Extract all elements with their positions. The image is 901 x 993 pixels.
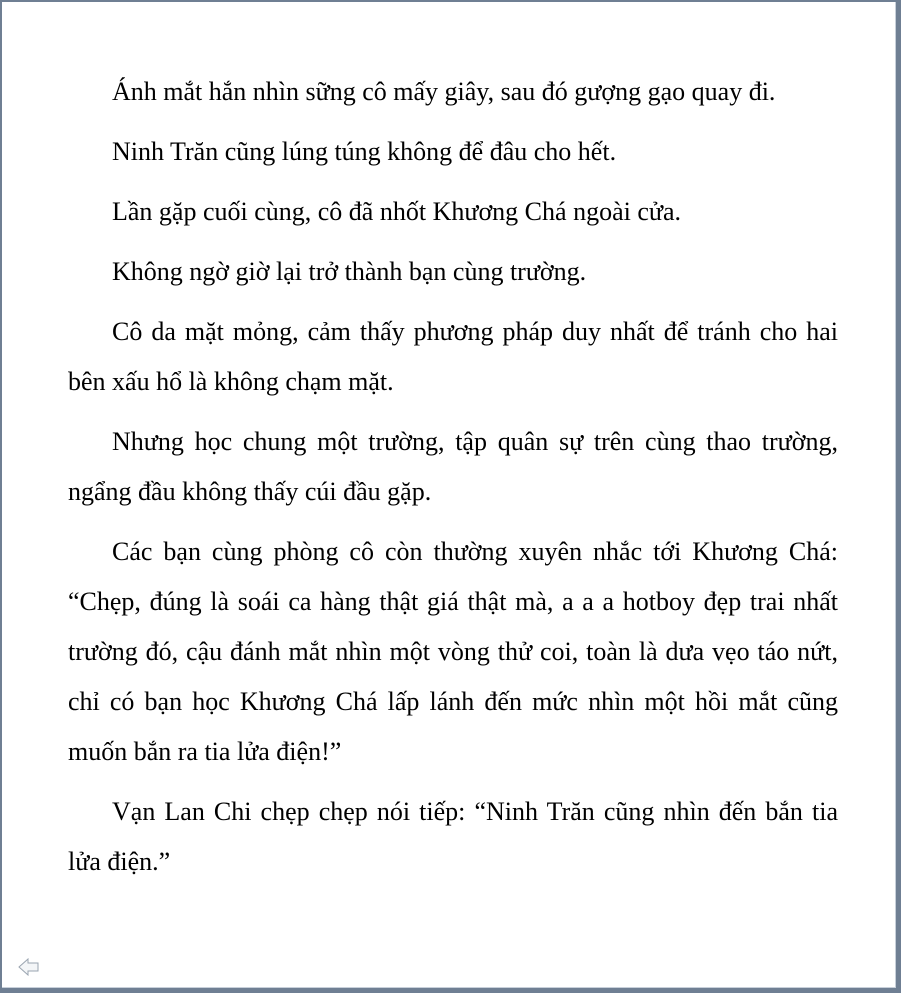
paragraph: Vạn Lan Chi chẹp chẹp nói tiếp: “Ninh Trăn cũng nhìn đến bắn tia lửa điện.” — [68, 797, 838, 876]
paragraph: Nhưng học chung một trường, tập quân sự trên cùng thao trường, ngẩng đầu không thấy cúi đầu gặp. — [68, 427, 838, 506]
paragraph: Ninh Trăn cũng lúng túng không để đâu cho hết. — [112, 137, 617, 166]
paragraph: Các bạn cùng phòng cô còn thường xuyên nhắc tới Khương Chá: “Chẹp, đúng là soái ca hàng thật giá thật mà, a a a hotboy đẹp trai nhất trường đó, cậu đánh mắt nhìn một vòng thử coi, toàn là dưa vẹo táo nứt, chỉ có bạn học Khương Chá lấp lánh đến mức nhìn một hồi mắt cũng muốn bắn ra tia lửa điện!” — [68, 537, 838, 766]
paragraph: Không ngờ giờ lại trở thành bạn cùng trường. — [112, 257, 587, 286]
paragraph: Lần gặp cuối cùng, cô đã nhốt Khương Chá ngoài cửa. — [112, 197, 682, 226]
paragraph: Ánh mắt hắn nhìn sững cô mấy giây, sau đó gượng gạo quay đi. — [112, 77, 776, 106]
document-body — [68, 67, 838, 897]
back-arrow-icon[interactable] — [18, 958, 40, 976]
document-page — [2, 2, 896, 988]
paragraph: Cô da mặt mỏng, cảm thấy phương pháp duy nhất để tránh cho hai bên xấu hổ là không chạm mặt. — [68, 317, 838, 396]
